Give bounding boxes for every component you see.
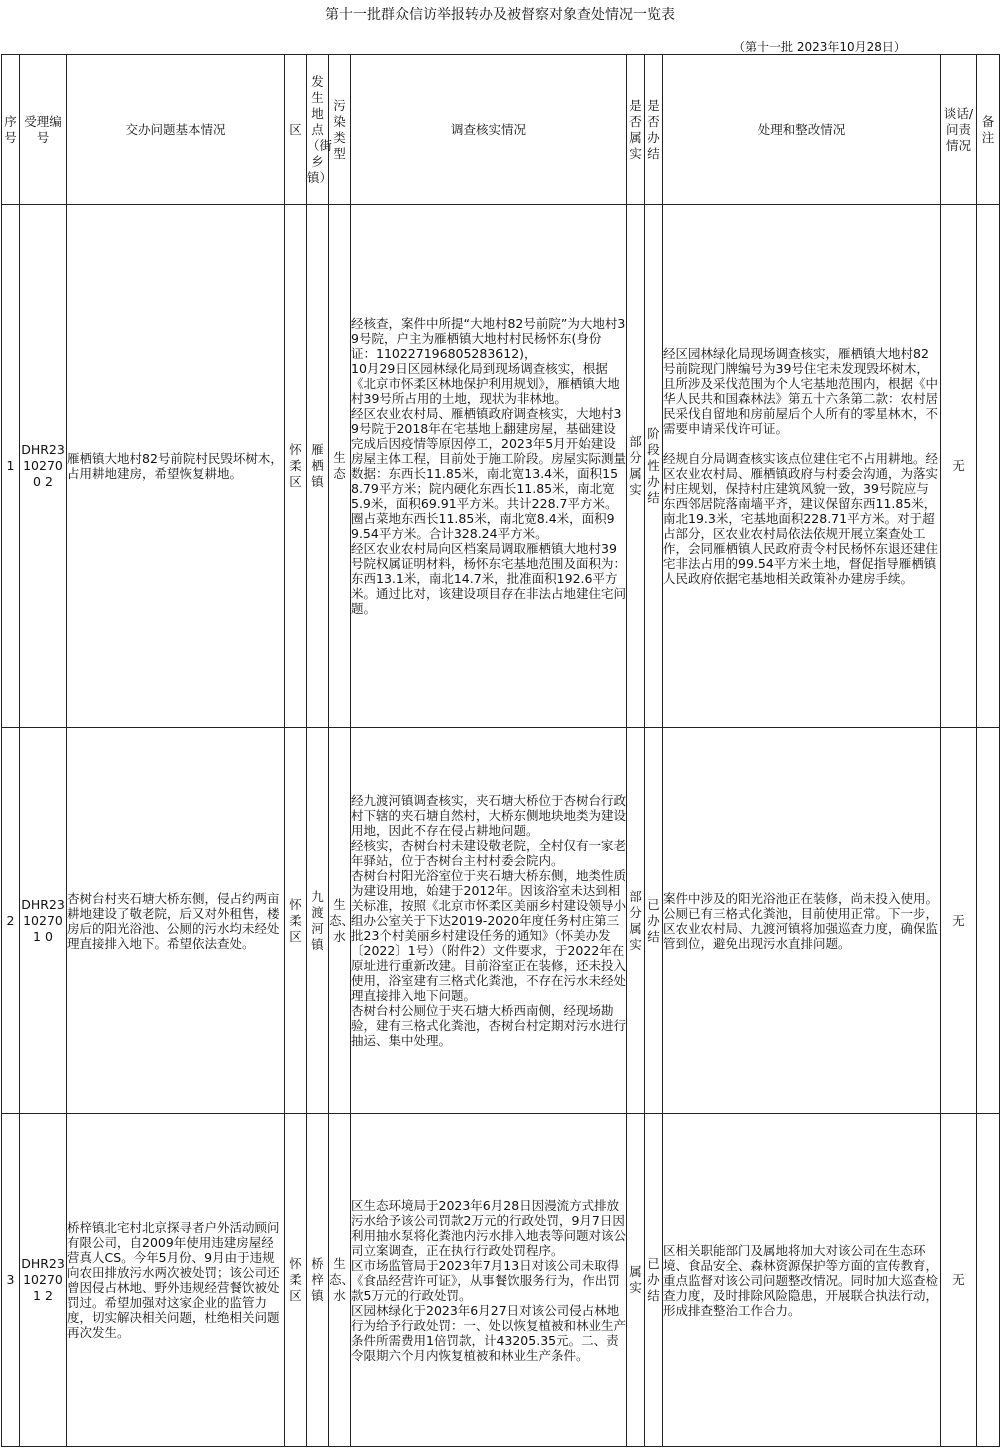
header-is-closed: 是否办结 (645, 55, 663, 205)
row-is-closed: 已办结 (645, 728, 663, 1114)
row-remarks (977, 1114, 1000, 1447)
row-issue (67, 728, 285, 1114)
header-location: 发生地点（街乡镇） (307, 55, 329, 205)
header-district: 区 (285, 55, 307, 205)
report-table (1, 54, 1000, 1447)
table-row (2, 205, 1000, 728)
row-is-closed: 已办结 (645, 1114, 663, 1447)
header-remarks: 备注 (977, 55, 1000, 205)
row-handling (663, 1114, 941, 1447)
table-row (2, 728, 1000, 1114)
row-remarks (977, 728, 1000, 1114)
header-is-true: 是否属实 (627, 55, 645, 205)
row-issue (67, 1114, 285, 1447)
row-issue (67, 205, 285, 728)
row-district: 怀柔区 (285, 1114, 307, 1447)
row-investigation-text: 区生态环境局于2023年6月28日因漫流方式排放污水给予该公司罚款2万元的行政处罚，9月7日因利用抽水泵将化粪池内污水排入地表等问题对该公司立案调查，正在执行行政处罚程序。 区市场监管局于2023年7月13日对该公司未取得《食品经营许可证》，从事餐饮服务行为，作出罚款5万元的行政处罚。 区园林绿化于2023年6月27日对该公司侵占林地行为给予行政处罚：一、处以恢复植被和林业生产条件所需费用1倍罚款，计43205.35元。二、责令限期六个月内恢复植被和林业生产条件。 (351, 1197, 627, 1363)
row-is-true: 部分属实 (627, 205, 645, 728)
row-accountability: 无 (941, 1114, 977, 1447)
row-district: 怀柔区 (285, 205, 307, 728)
header-accountability: 谈话/问责情况 (941, 55, 977, 205)
row-location: 九渡河镇 (307, 728, 329, 1114)
row-handling-text: 经区园林绿化局现场调查核实，雁栖镇大地村82号前院现门牌编号为39号住宅未发现毁坏树木，且所涉及采伐范围为个人宅基地范围内，根据《中华人民共和国森林法》第五十六条第二款：农村居民采伐自留地和房前屋后个人所有的零星林木，不需要申请采伐许可证。 经规自分局调查核实该点位建住宅不占用耕地。经区农业农村局、雁栖镇政府与村委会沟通，为落实村庄规划，保持村庄建筑风貌一致，39号院应与东西邻居院落南墙平齐，建议保留东西11.85米，南北19.3米，宅基地面积228.71平方米。对于超占部分，区农业农村局依法依规开展立案查处工作，会同雁栖镇人民政府责令村民杨怀东退还建住宅非法占用的99.54平方米土地，督促指导雁栖镇人民政府依据宅基地相关政策补办建房手续。 (663, 346, 939, 586)
row-accountability: 无 (941, 205, 977, 728)
row-investigation (351, 1114, 627, 1447)
batch-date: （第十一批 2023年10月28日） (733, 40, 906, 54)
header-handling: 处理和整改情况 (663, 55, 941, 205)
header-investigation: 调查核实情况 (351, 55, 627, 205)
row-handling-text: 案件中涉及的阳光浴池正在装修，尚未投入使用。公厕已有三格式化粪池，目前使用正常。下一步，区农业农村局、九渡河镇将加强巡查力度，确保监管到位，避免出现污水直排问题。 (663, 890, 939, 951)
row-investigation (351, 205, 627, 728)
header-seq: 序号 (2, 55, 20, 205)
header-row (2, 55, 1000, 205)
header-pollution-type: 污染类型 (329, 55, 351, 205)
row-acceptance-id: DHR23102700 2 (20, 205, 67, 728)
row-handling (663, 205, 941, 728)
row-investigation-text: 经核查，案件中所提“大地村82号前院”为大地村39号院，户主为雁栖镇大地村村民杨怀东(身份证：110227196805283612)， 10月29日区园林绿化局到现场调查核实，根据《北京市怀柔区林地保护利用规划》，雁栖镇大地村39号所占用的土地，现状为非林地。 经区农业农村局、雁栖镇政府调查核实，大地村39号院于2018年在宅基地上翻建房屋，基础建设完成后因疫情等原因停工，2023年5月开始建设房屋主体工程，目前处于施工阶段。房屋实际测量数据：东西长11.85米，南北宽13.4米，面积158.79平方米；院内硬化东西长11.85米，南北宽5.9米，面积69.91平方米。共计228.7平方米。圈占菜地东西长11.85米，南北宽8.4米，面积99.54平方米。合计328.24平方米。 经区农业农村局向区档案局调取雁栖镇大地村39号院权属证明材料，杨怀东宅基地范围及面积为：东西13.1米，南北14.7米，批准面积192.6平方米。通过比对，该建设项目存在非法占地建住宅问题。 (351, 316, 627, 616)
row-seq: 1 (2, 205, 20, 728)
row-acceptance-id: DHR23102701 0 (20, 728, 67, 1114)
row-pollution-type: 生态 (329, 205, 351, 728)
row-district: 怀柔区 (285, 728, 307, 1114)
row-seq: 2 (2, 728, 20, 1114)
row-issue-text: 杏树台村夹石塘大桥东侧，侵占约两亩耕地建设了敬老院，后又对外租售，楼房后的阳光浴池、公厕的污水均未经处理直接排入地下。希望依法查处。 (67, 890, 280, 951)
row-investigation-text: 经九渡河镇调查核实，夹石塘大桥位于杏树台行政村下辖的夹石塘自然村，大桥东侧地块地类为建设用地，因此不存在侵占耕地问题。 经核实，杏树台村未建设敬老院，全村仅有一家老年驿站，位于杏树台主村村委会院内。 杏树台村阳光浴室位于夹石塘大桥东侧，地类性质为建设用地，始建于2012年。因该浴室未达到相关标准，按照《北京市怀柔区美丽乡村建设领导小组办公室关于下达2019-2020年度任务村庄第三批23个村美丽乡村建设任务的通知》（怀美办发〔2022〕1号）（附件2）文件要求，于2022年在原址进行重新改建。目前浴室正在装修，还未投入使用，浴室建有三格式化粪池，不存在污水未经处理直接排入地下问题。 杏树台村公厕位于夹石塘大桥西南侧，经现场勘验，建有三格式化粪池，杏树台村定期对污水进行抽运、集中处理。 (351, 793, 627, 1048)
row-acceptance-id: DHR23102701 2 (20, 1114, 67, 1447)
row-pollution-type: 生态、水 (329, 1114, 351, 1447)
row-accountability: 无 (941, 728, 977, 1114)
table-row (2, 1114, 1000, 1447)
row-seq: 3 (2, 1114, 20, 1447)
row-is-true: 属实 (627, 1114, 645, 1447)
header-acceptance-id: 受理编号 (20, 55, 67, 205)
batch-date-line (0, 36, 1000, 54)
row-pollution-type: 生态、水 (329, 728, 351, 1114)
row-remarks (977, 205, 1000, 728)
row-location: 雁栖镇 (307, 205, 329, 728)
page-title: 第十一批群众信访举报转办及被督察对象查处情况一览表 (325, 7, 675, 23)
row-location: 桥梓镇 (307, 1114, 329, 1447)
row-is-true: 部分属实 (627, 728, 645, 1114)
row-is-closed: 阶段性办结 (645, 205, 663, 728)
row-issue-text: 桥梓镇北宅村北京探寻者户外活动顾问有限公司，自2009年使用违建房屋经营真人CS。今年5月份、9月由于违规向农田排放污水两次被处罚；该公司还曾因侵占林地、野外违规经营餐饮被处罚过。希望加强对这家企业的监管力度，切实解决相关问题，杜绝相关问题再次发生。 (67, 1220, 280, 1340)
row-handling (663, 728, 941, 1114)
row-issue-text: 雁栖镇大地村82号前院村民毁坏树木，占用耕地建房，希望恢复耕地。 (67, 451, 283, 481)
row-investigation (351, 728, 627, 1114)
row-handling-text: 区相关职能部门及属地将加大对该公司在生态环境、食品安全、森林资源保护等方面的宣传教育，重点监督对该公司问题整改情况。同时加大巡查检查力度，及时排除风险隐患，开展联合执法行动，形成排查整治工作合力。 (663, 1242, 939, 1318)
header-issue: 交办问题基本情况 (67, 55, 285, 205)
